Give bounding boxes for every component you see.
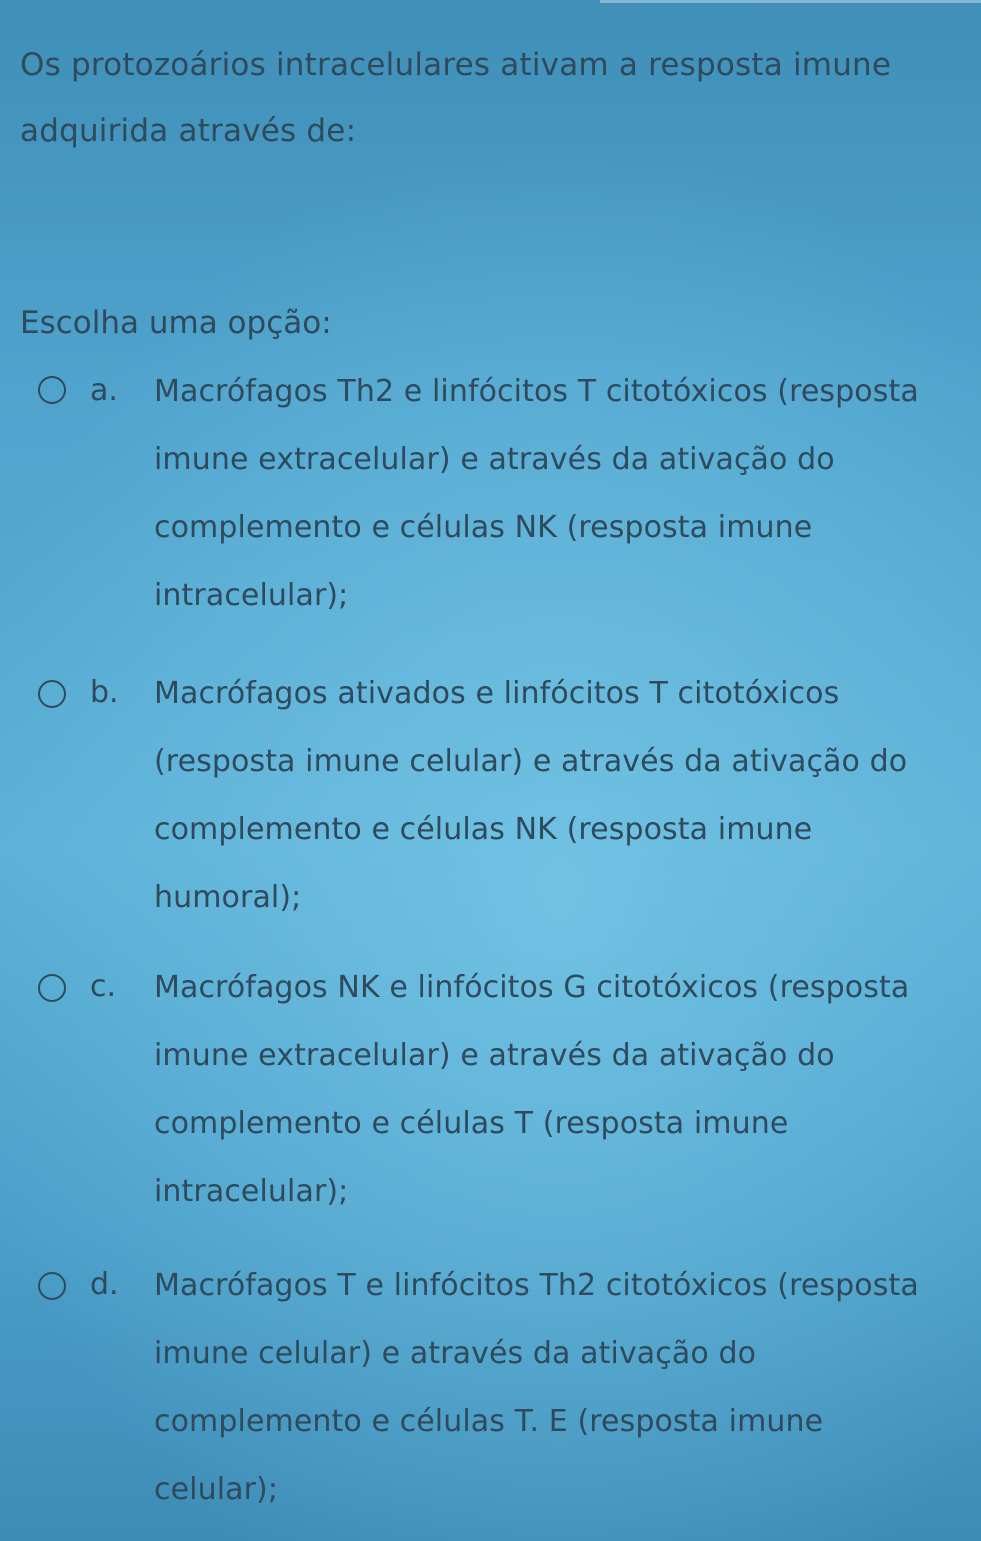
option-d-letter: d. [90,1267,119,1302]
radio-option-b[interactable] [38,680,66,708]
choose-option-label: Escolha uma opção: [20,305,332,341]
option-a-text[interactable]: Macrófagos Th2 e linfócitos T citotóxicos (resposta imune extracelular) e através da ativação do complemento e células NK (resposta imune intracelular); [154,374,919,613]
option-b-text[interactable]: Macrófagos ativados e linfócitos T citotóxicos (resposta imune celular) e através da ativação do complemento e células NK (resposta imune humoral); [154,676,908,915]
option-d-text[interactable]: Macrófagos T e linfócitos Th2 citotóxicos (resposta imune celular) e através da ativação do complemento e células T. E (resposta imune celular); [154,1268,919,1507]
radio-option-a[interactable] [38,376,66,404]
radio-option-d[interactable] [38,1272,66,1300]
option-a-letter: a. [90,373,118,408]
option-c-text[interactable]: Macrófagos NK e linfócitos G citotóxicos (resposta imune extracelular) e através da ativação do complemento e células T (resposta imune intracelular); [154,970,910,1209]
option-b-letter: b. [90,675,119,710]
question-text: Os protozoários intracelulares ativam a resposta imune adquirida através de: [20,47,892,149]
top-divider [600,0,981,3]
option-c-letter: c. [90,969,117,1004]
radio-option-c[interactable] [38,974,66,1002]
